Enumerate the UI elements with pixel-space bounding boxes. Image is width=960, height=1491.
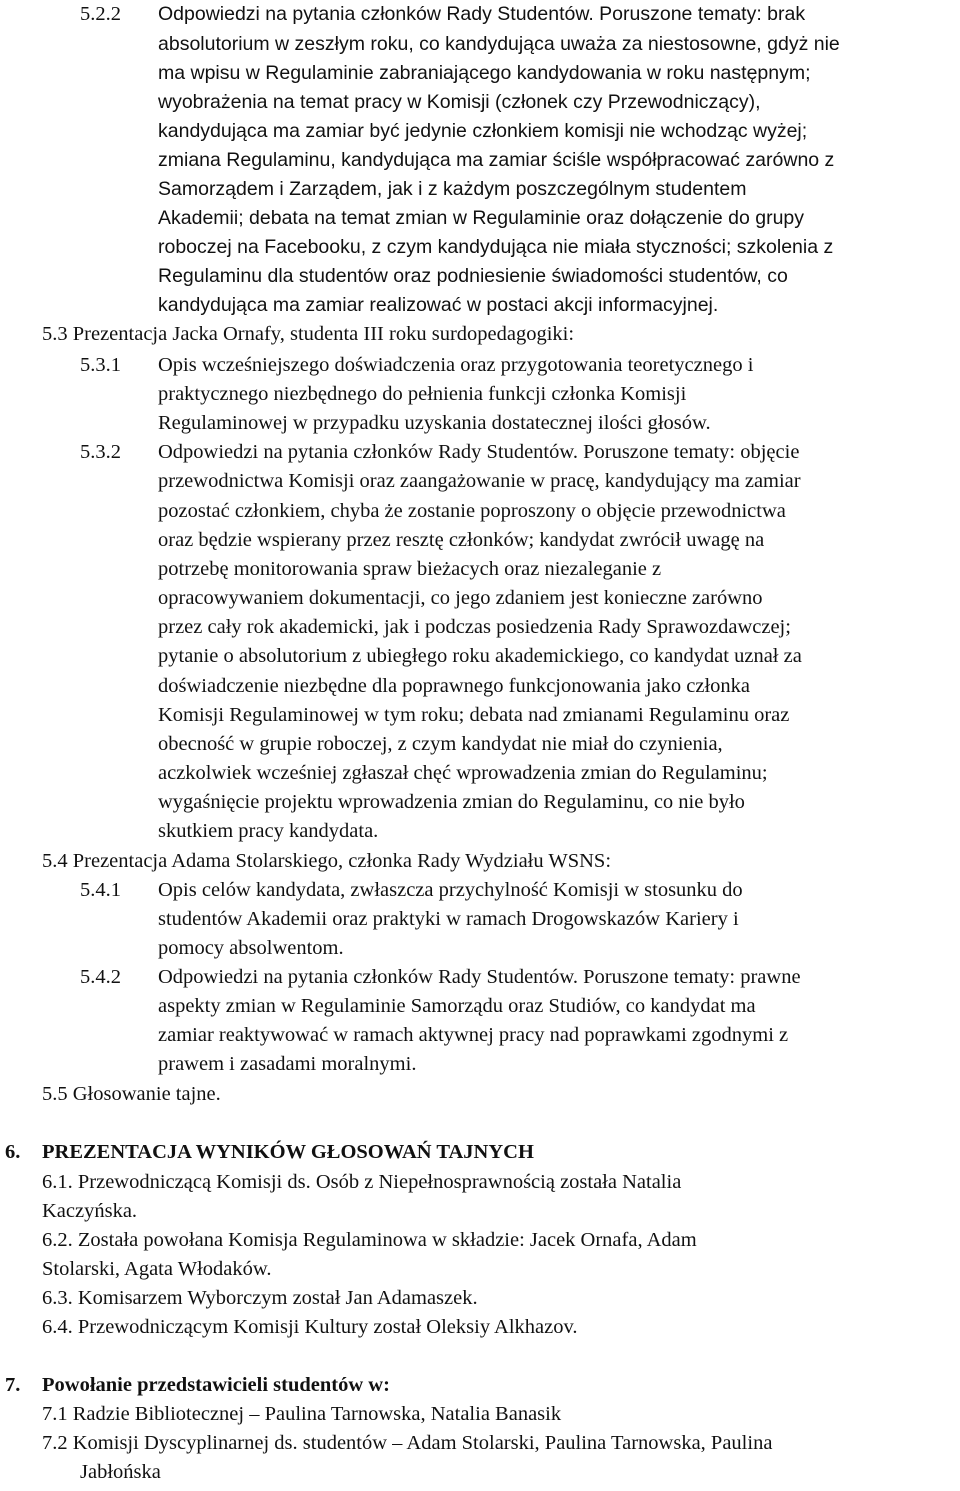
section-number-5-2-2: 5.2.2 [80,3,121,25]
text-line: Odpowiedzi na pytania członków Rady Studentów. Poruszone tematy: brak [158,3,806,25]
text-line: Opis wcześniejszego doświadczenia oraz przygotowania teoretycznego i [158,354,754,376]
text-line: Komisji Regulaminowej w tym roku; debata nad zmianami Regulaminu oraz [158,704,790,726]
text-line: doświadczenie niezbędne dla poprawnego funkcjonowania jako członka [158,675,750,697]
result-line: 6.3. Komisarzem Wyborczym został Jan Adamaszek. [42,1287,478,1309]
text-line: aczkolwiek wcześniej zgłaszał chęć wprowadzenia zmian do Regulaminu; [158,762,768,784]
text-line: pytanie o absolutorium z ubiegłego roku akademickiego, co kandydat uznał za [158,645,802,667]
section-number-5-4-2: 5.4.2 [80,966,121,988]
representative-line: 7.2 Komisji Dyscyplinarnej ds. studentów – Adam Stolarski, Paulina Tarnowska, Paulina [42,1432,773,1454]
text-line: praktycznego niezbędnego do pełnienia funkcji członka Komisji [158,383,687,405]
text-line: ma wpisu w Regulaminie zabraniającego kandydowania w roku następnym; [158,62,811,84]
text-line: kandydująca ma zamiar być jedynie członkiem komisji nie wchodząc wyżej; [158,120,808,142]
text-line: aspekty zmian w Regulaminie Samorządu oraz Studiów, co kandydat ma [158,995,756,1017]
result-line: Kaczyńska. [42,1200,138,1222]
section-heading-5-5: 5.5 Głosowanie tajne. [42,1083,221,1105]
text-line: pomocy absolwentom. [158,937,344,959]
text-line: Samorządem i Zarządem, jak i z każdym poszczególnym studentem [158,178,747,200]
section-number-6: 6. [5,1141,21,1163]
representative-line: 7.1 Radzie Bibliotecznej – Paulina Tarnowska, Natalia Banasik [42,1403,562,1425]
section-number-7: 7. [5,1374,21,1396]
representative-line: Jabłońska [80,1461,161,1483]
text-line: Regulaminowej w przypadku uzyskania dostatecznej ilości głosów. [158,412,711,434]
text-line: Odpowiedzi na pytania członków Rady Studentów. Poruszone tematy: objęcie [158,441,800,463]
result-line: 6.4. Przewodniczącym Komisji Kultury został Oleksiy Alkhazov. [42,1316,578,1338]
result-line: Stolarski, Agata Włodaków. [42,1258,272,1280]
text-line: oraz będzie wspierany przez resztę członków; kandydat zwrócił uwagę na [158,529,765,551]
text-line: Odpowiedzi na pytania członków Rady Studentów. Poruszone tematy: prawne [158,966,801,988]
text-line: skutkiem pracy kandydata. [158,820,379,842]
text-line: Regulaminu dla studentów oraz podniesienie świadomości studentów, co [158,265,788,287]
text-line: absolutorium w zeszłym roku, co kandydująca uważa za niestosowne, gdyż nie [158,33,840,55]
text-line: Akademii; debata na temat zmian w Regulaminie oraz dołączenie do grupy [158,207,805,229]
section-heading-5-4: 5.4 Prezentacja Adama Stolarskiego, członka Rady Wydziału WSNS: [42,850,612,872]
text-line: opracowywaniem dokumentacji, co jego zdaniem jest konieczne zarówno [158,587,763,609]
text-line: zmiana Regulaminu, kandydująca ma zamiar ściśle współpracować zarówno z [158,149,835,171]
section-number-5-3-2: 5.3.2 [80,441,121,463]
section-heading-7: Powołanie przedstawicieli studentów w: [42,1374,390,1396]
section-number-5-3-1: 5.3.1 [80,354,121,376]
result-line: 6.2. Została powołana Komisja Regulaminowa w składzie: Jacek Ornafa, Adam [42,1229,697,1251]
text-line: wygaśnięcie projektu wprowadzenia zmian do Regulaminu, co nie było [158,791,745,813]
text-line: Opis celów kandydata, zwłaszcza przychylność Komisji w stosunku do [158,879,743,901]
text-line: studentów Akademii oraz praktyki w ramach Drogowskazów Kariery i [158,908,739,930]
text-line: przewodnictwa Komisji oraz zaangażowanie w pracę, kandydujący ma zamiar [158,470,801,492]
section-heading-6: PREZENTACJA WYNIKÓW GŁOSOWAŃ TAJNYCH [42,1141,534,1163]
text-line: przez cały rok akademicki, jak i podczas posiedzenia Rady Sprawozdawczej; [158,616,791,638]
text-line: kandydująca ma zamiar realizować w postaci akcji informacyjnej. [158,294,719,316]
text-line: zamiar reaktywować w ramach aktywnej pracy nad poprawkami zgodnymi z [158,1024,789,1046]
text-line: prawem i zasadami moralnymi. [158,1053,417,1075]
section-number-5-4-1: 5.4.1 [80,879,121,901]
text-line: pozostać członkiem, chyba że zostanie poproszony o objęcie przewodnictwa [158,500,786,522]
text-line: roboczej na Facebooku, z czym kandydująca nie miała styczności; szkolenia z [158,236,834,258]
text-line: potrzebę monitorowania spraw bieżacych oraz niezaleganie z [158,558,662,580]
text-line: obecność w grupie roboczej, z czym kandydat nie miał do czynienia, [158,733,723,755]
section-heading-5-3: 5.3 Prezentacja Jacka Ornafy, studenta III roku surdopedagogiki: [42,323,575,345]
text-line: wyobrażenia na temat pracy w Komisji (członek czy Przewodniczący), [158,91,761,113]
result-line: 6.1. Przewodniczącą Komisji ds. Osób z Niepełnosprawnością została Natalia [42,1171,682,1193]
